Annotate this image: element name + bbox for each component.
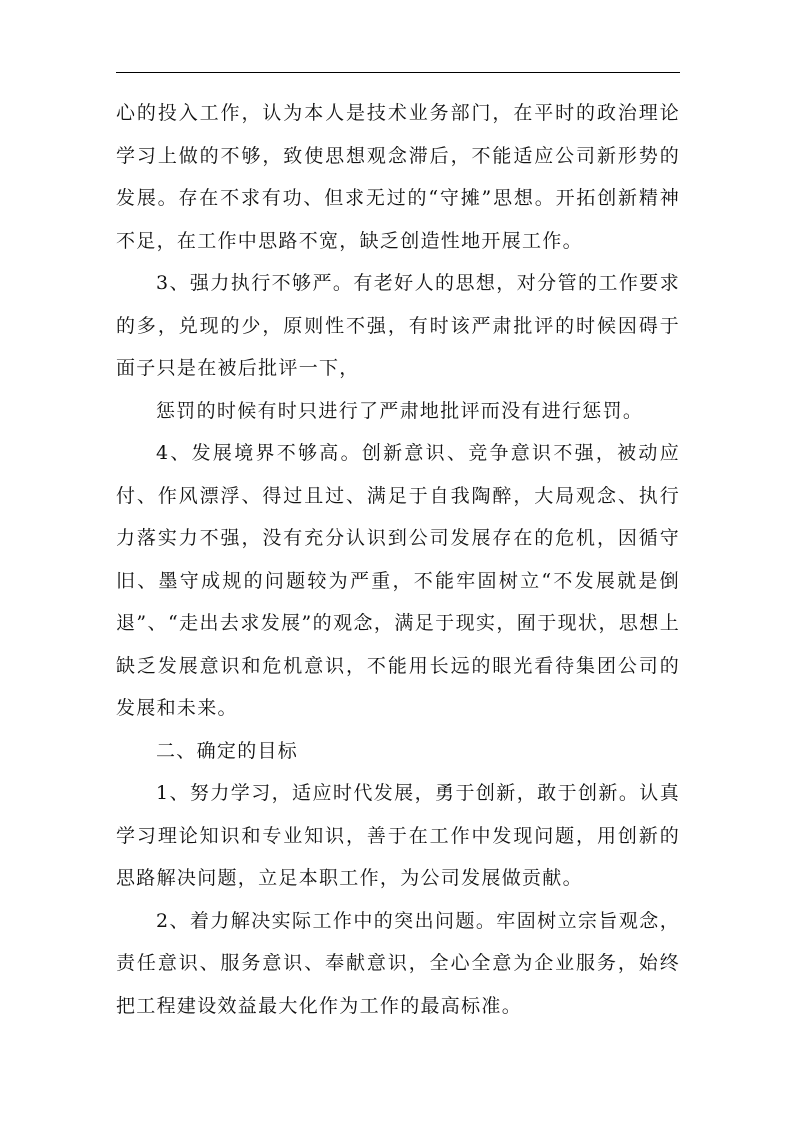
section-heading-goals: 二、确定的目标 xyxy=(156,739,299,762)
header-rule xyxy=(116,72,680,73)
paragraph-continuation: 心的投入工作，认为本人是技术业务部门，在平时的政治理论学习上做的不够，致使思想观念滞后，不能适应公司新形势的发展。存在不求有功、但求无过的“守摊”思想。开拓创新精神不足，在工作中思路不宽，缺乏创造性地开展工作。 xyxy=(116,102,680,252)
paragraph-punishment: 惩罚的时候有时只进行了严肃地批评而没有进行惩罚。 xyxy=(156,399,644,422)
document-body xyxy=(116,92,680,1027)
paragraph-item-3: 3、强力执行不够严。有老好人的思想，对分管的工作要求的多，兑现的少，原则性不强，有时该严肃批评的时候因碍于面子只是在被后批评一下， xyxy=(116,272,680,379)
paragraph-goal-1: 1、努力学习，适应时代发展，勇于创新，敢于创新。认真学习理论知识和专业知识，善于在工作中发现问题，用创新的思路解决问题，立足本职工作，为公司发展做贡献。 xyxy=(116,782,680,889)
paragraph-item-4: 4、发展境界不够高。创新意识、竞争意识不强，被动应付、作风漂浮、得过且过、满足于自我陶醉，大局观念、执行力落实力不强，没有充分认识到公司发展存在的危机，因循守旧、墨守成规的问题较为严重，不能牢固树立“不发展就是倒退”、“走出去求发展”的观念，满足于现实，囿于现状，思想上缺乏发展意识和危机意识，不能用长远的眼光看待集团公司的发展和未来。 xyxy=(116,442,680,719)
paragraph-goal-2: 2、着力解决实际工作中的突出问题。牢固树立宗旨观念，责任意识、服务意识、奉献意识，全心全意为企业服务，始终把工程建设效益最大化作为工作的最高标准。 xyxy=(116,909,680,1017)
